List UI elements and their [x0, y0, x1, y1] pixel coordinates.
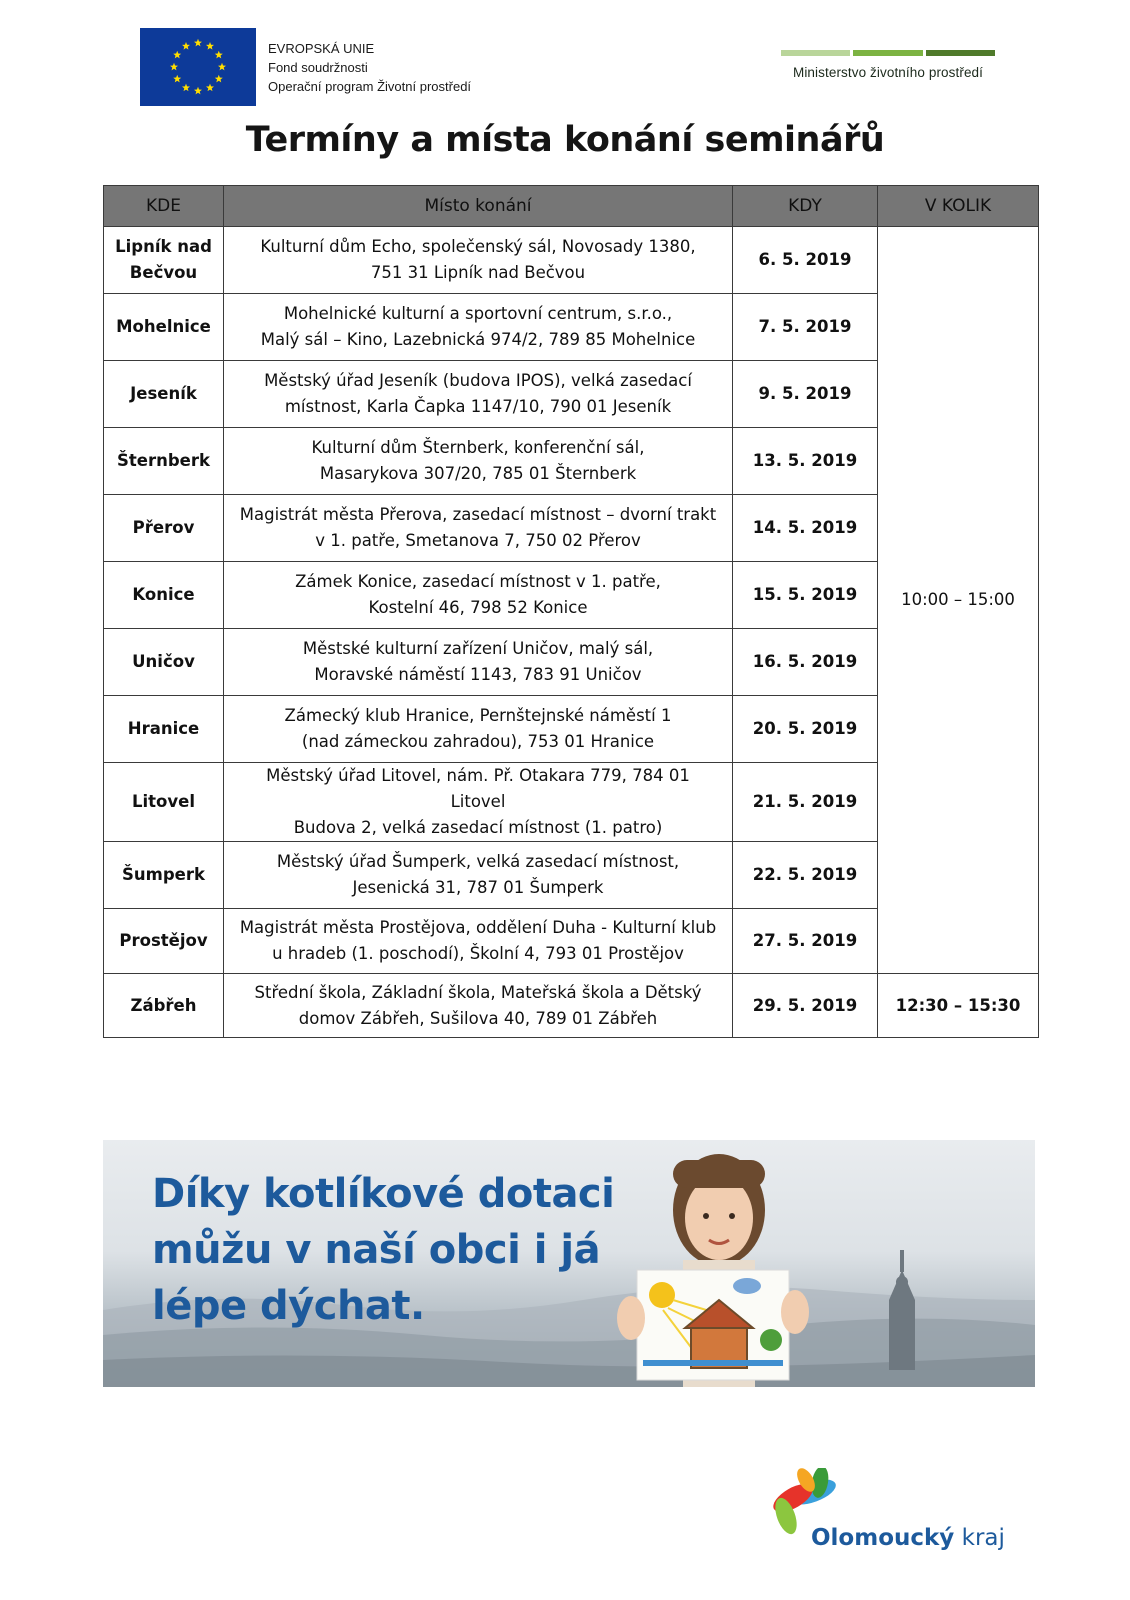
cell-misto-line: místnost, Karla Čapka 1147/10, 790 01 Jeseník	[284, 397, 672, 416]
banner-line-1: Díky kotlíkové dotaci	[152, 1171, 615, 1217]
cell-kde-line: Konice	[132, 585, 195, 604]
banner-line-2: můžu v naší obci i já	[152, 1227, 601, 1273]
cell-kdy: 15. 5. 2019	[733, 562, 878, 629]
logo-name-regular: kraj	[961, 1525, 1005, 1551]
cell-misto	[224, 428, 733, 495]
cell-kde	[104, 763, 224, 842]
cell-kdy: 21. 5. 2019	[733, 763, 878, 842]
cell-misto-line: Budova 2, velká zasedací místnost (1. patro)	[293, 818, 663, 837]
eu-star-icon	[182, 84, 190, 92]
cell-misto	[224, 227, 733, 294]
church-tower-icon	[889, 1250, 915, 1370]
cell-kde-line: Litovel	[132, 792, 195, 811]
cell-kdy: 7. 5. 2019	[733, 294, 878, 361]
banner	[103, 1140, 1035, 1387]
ministry-stripes	[781, 50, 995, 56]
cell-kdy: 29. 5. 2019	[733, 974, 878, 1038]
olomoucky-kraj-name	[811, 1525, 1005, 1551]
cell-misto-line: Zámecký klub Hranice, Pernštejnské náměstí 1	[284, 706, 672, 725]
cell-kde	[104, 495, 224, 562]
cell-misto-line: Zámek Konice, zasedací místnost v 1. patře,	[295, 572, 661, 591]
eu-logo-block	[140, 28, 471, 106]
seminar-table	[103, 185, 1039, 1038]
cell-kde	[104, 842, 224, 909]
cell-misto-line: (nad zámeckou zahradou), 753 01 Hranice	[301, 732, 655, 751]
header-kde: KDE	[104, 186, 224, 227]
cell-misto-line: 751 31 Lipník nad Bečvou	[370, 263, 586, 282]
cell-kde	[104, 696, 224, 763]
cell-misto-line: Kostelní 46, 798 52 Konice	[368, 598, 588, 617]
cell-misto	[224, 294, 733, 361]
banner-slogan	[152, 1166, 614, 1334]
cell-kde-line: Zábřeh	[130, 995, 197, 1015]
header-kdy: KDY	[733, 186, 878, 227]
eu-star-icon	[206, 42, 214, 50]
cell-misto-line: Malý sál – Kino, Lazebnická 974/2, 789 85 Mohelnice	[260, 330, 696, 349]
eu-star-icon	[215, 51, 223, 59]
cell-misto-line: Mohelnické kulturní a sportovní centrum, s.r.o.,	[283, 304, 673, 323]
cell-misto-line: Moravské náměstí 1143, 783 91 Uničov	[314, 665, 642, 684]
cell-kde	[104, 562, 224, 629]
cell-kde-line: Mohelnice	[116, 317, 211, 336]
cell-misto-line: Městský úřad Jeseník (budova IPOS), velká zasedací	[264, 371, 692, 390]
ministry-logo	[781, 50, 995, 80]
cell-kde	[104, 629, 224, 696]
eu-star-icon	[173, 51, 181, 59]
cell-kdy: 27. 5. 2019	[733, 909, 878, 974]
cell-misto	[224, 361, 733, 428]
cell-kdy: 6. 5. 2019	[733, 227, 878, 294]
cell-misto	[224, 974, 733, 1038]
cell-kde-line: Šumperk	[122, 865, 205, 884]
logo-name-bold: Olomoucký	[811, 1525, 955, 1551]
cell-kde	[104, 974, 224, 1038]
cell-kdy: 20. 5. 2019	[733, 696, 878, 763]
cell-misto-line: Litovel	[450, 792, 506, 811]
eu-star-icon	[173, 75, 181, 83]
cell-misto	[224, 763, 733, 842]
cell-misto-line: Střední škola, Základní škola, Mateřská škola a Dětský	[254, 982, 702, 1002]
eu-line-3: Operační program Životní prostředí	[268, 79, 472, 94]
eu-star-icon	[206, 84, 214, 92]
header-misto: Místo konání	[224, 186, 733, 227]
banner-line-3: lépe dýchat.	[152, 1283, 425, 1329]
cell-kde-line: Šternberk	[117, 451, 210, 470]
eu-text	[268, 39, 471, 96]
cell-kde-line: Bečvou	[129, 263, 198, 282]
cell-misto-line: Kulturní dům Echo, společenský sál, Novosady 1380,	[260, 237, 696, 256]
eu-line-1: EVROPSKÁ UNIE	[268, 41, 375, 56]
cell-misto-line: Kulturní dům Šternberk, konferenční sál,	[311, 438, 645, 457]
table-header-row	[104, 186, 1039, 227]
cell-time-main: 10:00 – 15:00	[878, 227, 1039, 974]
cell-misto	[224, 842, 733, 909]
child-drawing-icon	[637, 1270, 789, 1380]
cell-kdy: 9. 5. 2019	[733, 361, 878, 428]
cell-time-last: 12:30 – 15:30	[878, 974, 1039, 1038]
eu-line-2: Fond soudržnosti	[268, 60, 368, 75]
eu-flag-icon	[140, 28, 256, 106]
cell-kde	[104, 361, 224, 428]
eu-star-icon	[182, 42, 190, 50]
cell-kde-line: Jeseník	[130, 384, 197, 403]
eu-star-icon	[215, 75, 223, 83]
cell-kdy: 14. 5. 2019	[733, 495, 878, 562]
cell-misto	[224, 696, 733, 763]
cell-kdy: 22. 5. 2019	[733, 842, 878, 909]
cell-misto	[224, 909, 733, 974]
cell-kde-line: Přerov	[132, 518, 195, 537]
cell-misto-line: Jesenická 31, 787 01 Šumperk	[352, 878, 604, 897]
table-row	[104, 974, 1039, 1038]
cell-misto-line: u hradeb (1. poschodí), Školní 4, 793 01 Prostějov	[272, 944, 684, 963]
cell-kde	[104, 294, 224, 361]
header-v-kolik: V KOLIK	[878, 186, 1039, 227]
cell-misto-line: Masarykova 307/20, 785 01 Šternberk	[319, 464, 637, 483]
cell-misto-line: Městský úřad Šumperk, velká zasedací místnost,	[276, 852, 680, 871]
cell-misto-line: Magistrát města Přerova, zasedací místnost – dvorní trakt	[239, 505, 717, 524]
cell-misto	[224, 495, 733, 562]
cell-kde	[104, 428, 224, 495]
cell-misto-line: v 1. patře, Smetanova 7, 750 02 Přerov	[315, 531, 641, 550]
ministry-stripe-dark	[926, 50, 995, 56]
cell-kde-line: Lipník nad	[115, 237, 212, 256]
ministry-stripe-light	[781, 50, 850, 56]
cell-kde	[104, 227, 224, 294]
cell-misto-line: Městské kulturní zařízení Uničov, malý sál,	[302, 639, 654, 658]
cell-kde-line: Hranice	[127, 719, 200, 738]
page-title: Termíny a místa konání seminářů	[245, 120, 885, 160]
cell-kdy: 16. 5. 2019	[733, 629, 878, 696]
cell-misto-line: Městský úřad Litovel, nám. Př. Otakara 779, 784 01	[266, 766, 690, 785]
cell-kde-line: Uničov	[132, 652, 195, 671]
ministry-name: Ministerstvo životního prostředí	[792, 65, 984, 80]
eu-star-icon	[194, 39, 202, 47]
cell-kde-line: Prostějov	[119, 931, 208, 950]
cell-misto-line: domov Zábřeh, Sušilova 40, 789 01 Zábřeh	[298, 1008, 658, 1028]
eu-star-icon	[170, 63, 178, 71]
cell-kdy: 13. 5. 2019	[733, 428, 878, 495]
cell-misto-line: Magistrát města Prostějova, oddělení Duha - Kulturní klub	[239, 918, 717, 937]
eu-star-icon	[194, 87, 202, 95]
cell-kde	[104, 909, 224, 974]
ministry-stripe-mid	[853, 50, 922, 56]
cell-misto	[224, 562, 733, 629]
eu-stars-icon	[140, 28, 256, 106]
cell-misto	[224, 629, 733, 696]
table-row	[104, 227, 1039, 294]
eu-star-icon	[218, 63, 226, 71]
